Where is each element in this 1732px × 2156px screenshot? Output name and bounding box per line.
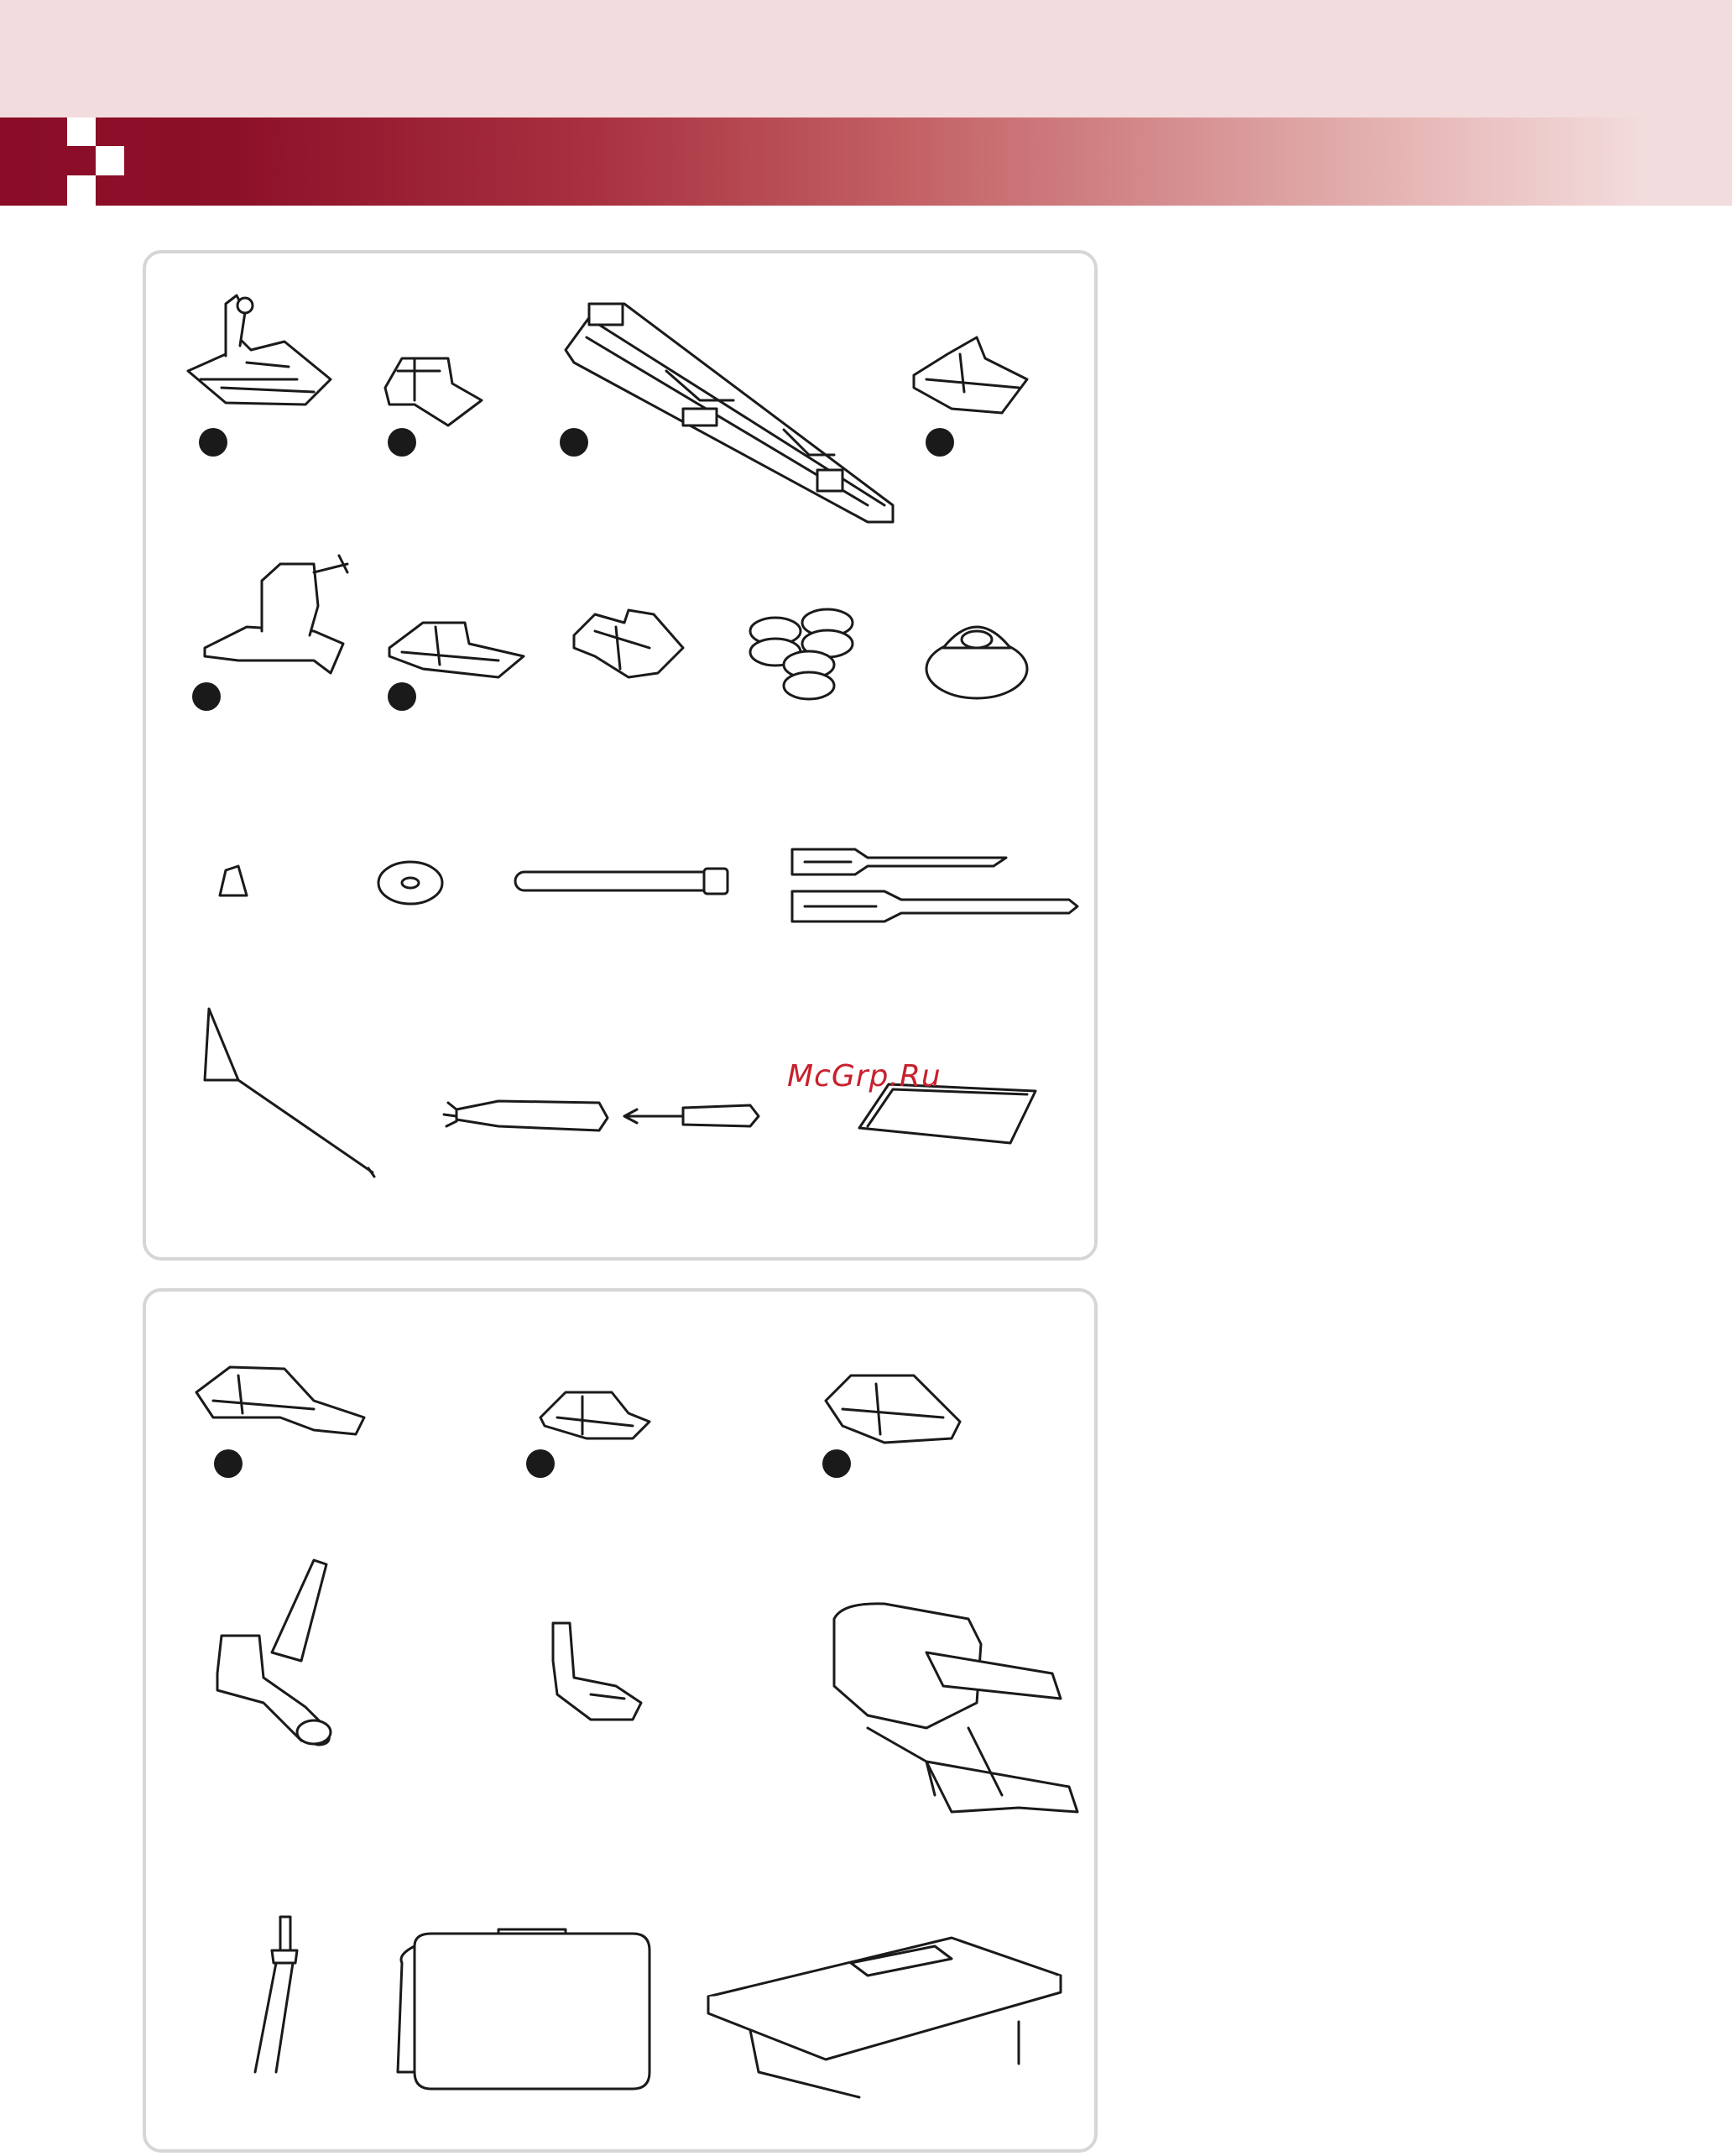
- presser-foot-6-icon: [574, 610, 683, 677]
- presser-foot-2-icon: [385, 358, 482, 457]
- walking-foot-icon: [834, 1604, 1077, 1812]
- accessories-illustration-1: [146, 253, 1101, 1264]
- spool-pin-icon: [515, 869, 728, 894]
- header-checker-square-3: [67, 175, 96, 206]
- header-checker-square-2: [96, 146, 124, 175]
- accessories-panel-1: [143, 250, 1098, 1261]
- accessories-illustration-2: [146, 1292, 1101, 2156]
- header-top-band: [0, 0, 1732, 117]
- presser-foot-9-icon: [822, 1376, 960, 1478]
- screwdrivers-icon: [792, 849, 1077, 921]
- spool-holder-icon: [220, 866, 247, 895]
- brush-seam-ripper-icon: [444, 1101, 759, 1130]
- presser-foot-3-icon: [914, 337, 1027, 457]
- accessories-panel-2: [143, 1288, 1098, 2153]
- extension-table-icon: [708, 1938, 1061, 2097]
- presser-foot-4-icon: [192, 556, 347, 711]
- zipper-foot-icon: [553, 1623, 641, 1720]
- header-bar: [0, 117, 1732, 206]
- dust-cover-icon: [398, 1929, 650, 2089]
- buttonhole-foot-icon: [560, 304, 893, 522]
- presser-foot-1-icon: [188, 295, 331, 457]
- header-checker-square-1: [67, 117, 96, 146]
- felt-washer-icon: [378, 862, 442, 904]
- twin-needle-icon: [255, 1917, 297, 2072]
- presser-foot-7-icon: [196, 1367, 364, 1478]
- spool-cap-icon: [926, 627, 1027, 698]
- bobbins-icon: [750, 609, 853, 699]
- presser-foot-8-icon: [526, 1392, 650, 1478]
- quilting-foot-icon: [217, 1560, 331, 1745]
- edge-guide-icon: [205, 1009, 374, 1177]
- presser-foot-5-icon: [388, 623, 524, 711]
- watermark: McGrp.Ru: [787, 1059, 942, 1094]
